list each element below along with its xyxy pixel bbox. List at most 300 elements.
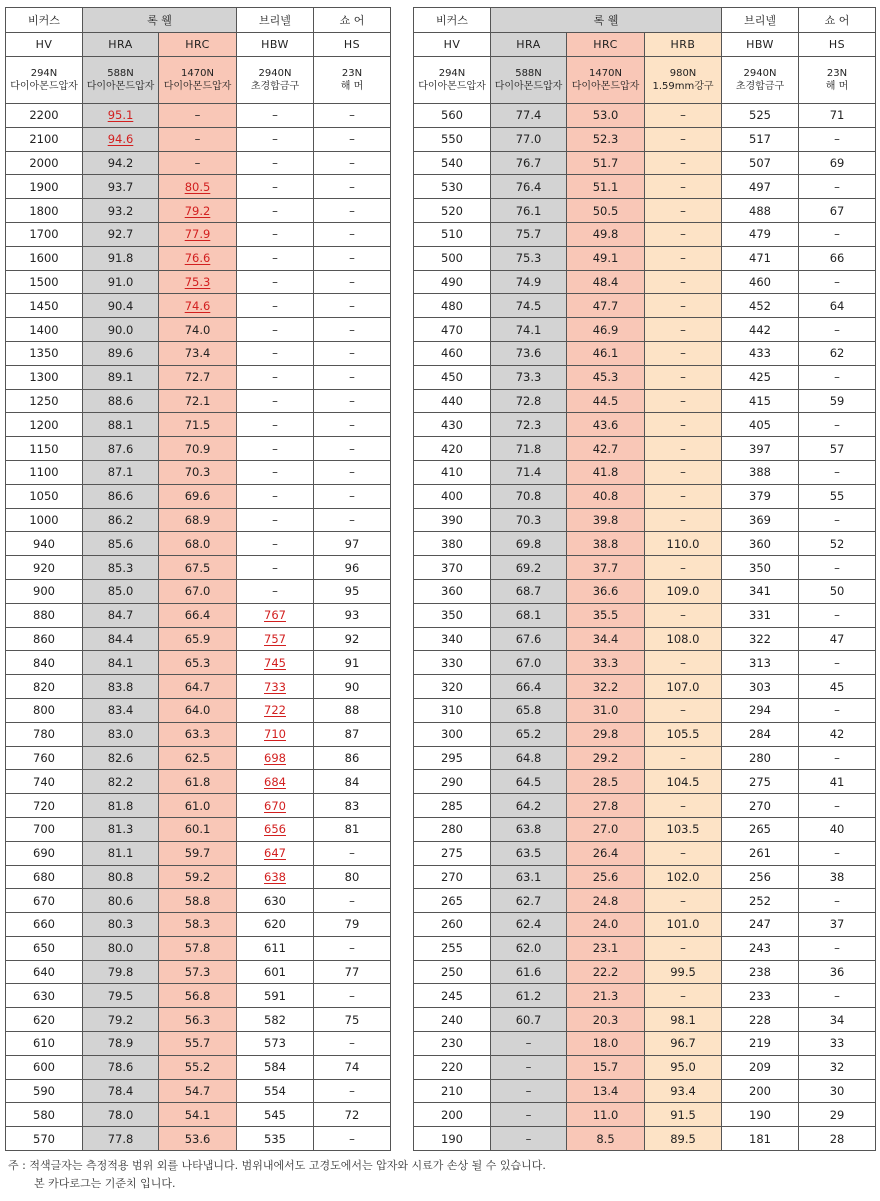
table-row: [414, 389, 876, 413]
table-cell: 560: [414, 104, 491, 128]
table-cell: 760: [6, 746, 83, 770]
table-cell: 69.6: [159, 484, 237, 508]
table-row: [414, 1103, 876, 1127]
table-cell: –: [799, 318, 876, 342]
table-cell: 520: [414, 199, 491, 223]
footnote-line-1: 주 : 적색글자는 측정적용 범위 외를 나타냅니다. 범위내에서도 고경도에서는 압자와 시료가 손상 될 수 있습니다.: [8, 1159, 546, 1172]
table-cell: –: [645, 484, 722, 508]
table-cell: 440: [414, 389, 491, 413]
table-cell: 370: [414, 556, 491, 580]
table-cell: 757: [237, 627, 314, 651]
table-cell: –: [314, 984, 391, 1008]
table-cell: 74: [314, 1055, 391, 1079]
table-cell: 66.4: [159, 603, 237, 627]
table-row: [414, 913, 876, 937]
table-cell: –: [314, 889, 391, 913]
table-cell: 379: [722, 484, 799, 508]
table-cell: 27.0: [567, 817, 645, 841]
table-cell: 860: [6, 627, 83, 651]
table-cell: 554: [237, 1079, 314, 1103]
table-cell: 95: [314, 579, 391, 603]
table-cell: 733: [237, 675, 314, 699]
table-cell: –: [799, 413, 876, 437]
table-row: [414, 627, 876, 651]
table-row: [414, 1032, 876, 1056]
table-cell: 611: [237, 936, 314, 960]
table-cell: 59.7: [159, 841, 237, 865]
table-cell: 72.1: [159, 389, 237, 413]
table-cell: –: [314, 365, 391, 389]
table-cell: –: [237, 151, 314, 175]
table-cell: 102.0: [645, 865, 722, 889]
table-cell: –: [645, 889, 722, 913]
table-row: [6, 913, 391, 937]
table-cell: –: [645, 104, 722, 128]
table-cell: 415: [722, 389, 799, 413]
table-cell: 295: [414, 746, 491, 770]
table-cell: –: [237, 437, 314, 461]
table-row: [6, 770, 391, 794]
table-cell: –: [799, 746, 876, 770]
table-row: [6, 104, 391, 128]
table-cell: 710: [237, 722, 314, 746]
table-cell: 740: [6, 770, 83, 794]
scale-hs: HS: [314, 33, 391, 57]
table-cell: 1000: [6, 508, 83, 532]
table-cell: 77.0: [491, 127, 567, 151]
table-cell: 84: [314, 770, 391, 794]
table-cell: 78.0: [83, 1103, 159, 1127]
table-cell: 79.2: [83, 1008, 159, 1032]
table-cell: 261: [722, 841, 799, 865]
table-cell: 479: [722, 222, 799, 246]
table-cell: 93: [314, 603, 391, 627]
table-cell: 29: [799, 1103, 876, 1127]
table-cell: 425: [722, 365, 799, 389]
table-cell: 255: [414, 936, 491, 960]
scale-hrb: HRB: [645, 33, 722, 57]
table-cell: 72.8: [491, 389, 567, 413]
table-cell: 540: [414, 151, 491, 175]
table-cell: 450: [414, 365, 491, 389]
table-cell: –: [237, 104, 314, 128]
table-cell: –: [799, 222, 876, 246]
table-cell: 573: [237, 1032, 314, 1056]
table-cell: 209: [722, 1055, 799, 1079]
table-cell: 47: [799, 627, 876, 651]
table-cell: 25.6: [567, 865, 645, 889]
table-cell: 55.2: [159, 1055, 237, 1079]
table-cell: 75.3: [159, 270, 237, 294]
table-cell: 54.7: [159, 1079, 237, 1103]
table-cell: 488: [722, 199, 799, 223]
table-cell: 86.6: [83, 484, 159, 508]
table-cell: 77: [314, 960, 391, 984]
table-cell: 52.3: [567, 127, 645, 151]
table-cell: 410: [414, 460, 491, 484]
table-row: [6, 627, 391, 651]
table-cell: 64.8: [491, 746, 567, 770]
table-cell: 275: [414, 841, 491, 865]
table-cell: 96.7: [645, 1032, 722, 1056]
table-cell: 630: [6, 984, 83, 1008]
table-cell: –: [237, 222, 314, 246]
table-cell: 690: [6, 841, 83, 865]
table-cell: 580: [6, 1103, 83, 1127]
table-cell: 60.7: [491, 1008, 567, 1032]
scale-hbw: HBW: [722, 33, 799, 57]
table-cell: 82.2: [83, 770, 159, 794]
table-cell: –: [491, 1079, 567, 1103]
table-cell: 81: [314, 817, 391, 841]
table-cell: 238: [722, 960, 799, 984]
table-cell: –: [491, 1103, 567, 1127]
table-cell: 69: [799, 151, 876, 175]
table-cell: 369: [722, 508, 799, 532]
table-cell: 420: [414, 437, 491, 461]
table-row: [6, 698, 391, 722]
table-cell: 341: [722, 579, 799, 603]
table-cell: –: [159, 127, 237, 151]
table-cell: 2200: [6, 104, 83, 128]
table-row: [6, 460, 391, 484]
table-cell: 680: [6, 865, 83, 889]
table-cell: –: [314, 437, 391, 461]
table-cell: 91.8: [83, 246, 159, 270]
table-cell: 230: [414, 1032, 491, 1056]
table-cell: 87.6: [83, 437, 159, 461]
table-cell: 270: [414, 865, 491, 889]
table-cell: 81.1: [83, 841, 159, 865]
table-cell: –: [314, 484, 391, 508]
table-cell: 86.2: [83, 508, 159, 532]
table-cell: –: [237, 294, 314, 318]
right-hardness-table: [413, 7, 876, 1151]
table-cell: 90: [314, 675, 391, 699]
table-cell: 190: [722, 1103, 799, 1127]
table-row: [6, 889, 391, 913]
table-cell: 62.7: [491, 889, 567, 913]
table-cell: 67.6: [491, 627, 567, 651]
table-cell: 108.0: [645, 627, 722, 651]
table-row: [6, 389, 391, 413]
scale-hv: HV: [414, 33, 491, 57]
table-cell: 46.9: [567, 318, 645, 342]
table-cell: 43.6: [567, 413, 645, 437]
scale-hrc: HRC: [567, 33, 645, 57]
table-row: [414, 270, 876, 294]
table-cell: 1500: [6, 270, 83, 294]
table-cell: 480: [414, 294, 491, 318]
footnote-line-2: 본 카다로그는 기준치 입니다.: [34, 1177, 176, 1190]
table-row: [6, 532, 391, 556]
table-row: [6, 675, 391, 699]
table-row: [6, 1103, 391, 1127]
table-cell: 684: [237, 770, 314, 794]
table-cell: 240: [414, 1008, 491, 1032]
table-cell: 510: [414, 222, 491, 246]
table-cell: 63.3: [159, 722, 237, 746]
table-cell: –: [237, 484, 314, 508]
table-cell: 525: [722, 104, 799, 128]
table-row: [414, 532, 876, 556]
table-cell: 26.4: [567, 841, 645, 865]
table-cell: 85.3: [83, 556, 159, 580]
table-cell: –: [237, 199, 314, 223]
table-cell: –: [645, 175, 722, 199]
table-row: [6, 175, 391, 199]
table-cell: –: [645, 746, 722, 770]
table-cell: 1100: [6, 460, 83, 484]
table-row: [6, 603, 391, 627]
table-cell: 294: [722, 698, 799, 722]
table-cell: 68.7: [491, 579, 567, 603]
table-cell: 94.2: [83, 151, 159, 175]
table-row: [414, 579, 876, 603]
table-cell: 33: [799, 1032, 876, 1056]
table-cell: 81.3: [83, 817, 159, 841]
table-row: [6, 1127, 391, 1151]
table-cell: 2100: [6, 127, 83, 151]
table-cell: 320: [414, 675, 491, 699]
table-cell: 71.4: [491, 460, 567, 484]
table-cell: 74.9: [491, 270, 567, 294]
table-cell: 56.3: [159, 1008, 237, 1032]
table-cell: 75.7: [491, 222, 567, 246]
table-cell: –: [645, 270, 722, 294]
table-cell: 87: [314, 722, 391, 746]
table-cell: 670: [237, 794, 314, 818]
table-cell: 21.3: [567, 984, 645, 1008]
table-row: [414, 675, 876, 699]
table-row: [6, 841, 391, 865]
table-cell: 95.1: [83, 104, 159, 128]
table-cell: 44.5: [567, 389, 645, 413]
table-cell: –: [645, 984, 722, 1008]
table-cell: –: [645, 508, 722, 532]
table-cell: 103.5: [645, 817, 722, 841]
table-cell: 517: [722, 127, 799, 151]
table-cell: 98.1: [645, 1008, 722, 1032]
table-row: [6, 222, 391, 246]
table-cell: 88: [314, 698, 391, 722]
table-cell: 1900: [6, 175, 83, 199]
header-brinell: 브리넬: [722, 8, 799, 33]
table-cell: 1250: [6, 389, 83, 413]
table-cell: 400: [414, 484, 491, 508]
table-cell: 30: [799, 1079, 876, 1103]
table-cell: –: [799, 175, 876, 199]
header-brinell: 브리넬: [237, 8, 314, 33]
table-cell: 1800: [6, 199, 83, 223]
table-row: [414, 175, 876, 199]
table-cell: 233: [722, 984, 799, 1008]
table-row: [6, 341, 391, 365]
table-cell: 452: [722, 294, 799, 318]
table-cell: 228: [722, 1008, 799, 1032]
table-cell: 74.6: [159, 294, 237, 318]
table-cell: –: [645, 318, 722, 342]
table-cell: 745: [237, 651, 314, 675]
table-cell: –: [645, 365, 722, 389]
table-cell: 700: [6, 817, 83, 841]
table-cell: –: [645, 603, 722, 627]
table-cell: –: [645, 127, 722, 151]
table-cell: 56.8: [159, 984, 237, 1008]
table-cell: –: [237, 460, 314, 484]
table-row: [6, 579, 391, 603]
table-cell: –: [314, 460, 391, 484]
table-cell: 64: [799, 294, 876, 318]
table-cell: –: [314, 318, 391, 342]
header-shore: 쇼 어: [314, 8, 391, 33]
table-cell: 1700: [6, 222, 83, 246]
table-cell: 471: [722, 246, 799, 270]
table-cell: 340: [414, 627, 491, 651]
table-cell: 62.4: [491, 913, 567, 937]
table-cell: 430: [414, 413, 491, 437]
load-hbw: 2940N 초경합금구: [722, 57, 799, 104]
table-cell: 570: [6, 1127, 83, 1151]
table-cell: –: [314, 341, 391, 365]
table-row: [6, 556, 391, 580]
table-cell: 80.0: [83, 936, 159, 960]
table-cell: 820: [6, 675, 83, 699]
table-row: [6, 199, 391, 223]
table-cell: 550: [414, 127, 491, 151]
table-row: [414, 1127, 876, 1151]
table-cell: 63.1: [491, 865, 567, 889]
table-row: [414, 104, 876, 128]
scale-hra: HRA: [491, 33, 567, 57]
table-cell: –: [799, 651, 876, 675]
table-cell: 460: [722, 270, 799, 294]
table-cell: –: [314, 508, 391, 532]
table-row: [6, 1079, 391, 1103]
table-cell: 507: [722, 151, 799, 175]
table-cell: 40: [799, 817, 876, 841]
table-row: [414, 318, 876, 342]
table-cell: 280: [414, 817, 491, 841]
table-row: [414, 556, 876, 580]
table-cell: –: [314, 294, 391, 318]
table-cell: –: [645, 651, 722, 675]
table-cell: 313: [722, 651, 799, 675]
table-cell: 630: [237, 889, 314, 913]
table-cell: –: [645, 794, 722, 818]
table-cell: –: [799, 698, 876, 722]
table-cell: 84.7: [83, 603, 159, 627]
table-cell: 656: [237, 817, 314, 841]
table-cell: 91.5: [645, 1103, 722, 1127]
table-cell: 698: [237, 746, 314, 770]
table-cell: 58.3: [159, 913, 237, 937]
table-cell: 300: [414, 722, 491, 746]
table-cell: 397: [722, 437, 799, 461]
table-cell: 71.5: [159, 413, 237, 437]
table-cell: 99.5: [645, 960, 722, 984]
table-cell: 107.0: [645, 675, 722, 699]
table-cell: 69.2: [491, 556, 567, 580]
table-cell: 72.7: [159, 365, 237, 389]
table-cell: –: [645, 460, 722, 484]
table-cell: 600: [6, 1055, 83, 1079]
table-cell: 200: [722, 1079, 799, 1103]
table-row: [414, 1055, 876, 1079]
header-shore: 쇼 어: [799, 8, 876, 33]
table-cell: –: [799, 936, 876, 960]
table-cell: 38: [799, 865, 876, 889]
table-cell: 70.9: [159, 437, 237, 461]
table-cell: 284: [722, 722, 799, 746]
table-cell: –: [799, 127, 876, 151]
table-cell: 63.8: [491, 817, 567, 841]
table-row: [414, 936, 876, 960]
table-cell: 64.7: [159, 675, 237, 699]
table-cell: 50.5: [567, 199, 645, 223]
table-cell: 24.8: [567, 889, 645, 913]
table-cell: 72: [314, 1103, 391, 1127]
table-cell: –: [645, 413, 722, 437]
table-cell: 29.8: [567, 722, 645, 746]
table-cell: –: [314, 246, 391, 270]
table-cell: 28: [799, 1127, 876, 1151]
table-cell: 275: [722, 770, 799, 794]
load-hrc: 1470N 다이아몬드압자: [567, 57, 645, 104]
table-cell: 75.3: [491, 246, 567, 270]
table-cell: 36.6: [567, 579, 645, 603]
table-cell: 68.0: [159, 532, 237, 556]
table-cell: 13.4: [567, 1079, 645, 1103]
table-cell: 720: [6, 794, 83, 818]
load-hra: 588N 다이아몬드압자: [83, 57, 159, 104]
table-cell: 97: [314, 532, 391, 556]
table-cell: 58.8: [159, 889, 237, 913]
table-cell: 433: [722, 341, 799, 365]
table-cell: –: [491, 1127, 567, 1151]
table-cell: 90.0: [83, 318, 159, 342]
table-cell: 73.3: [491, 365, 567, 389]
table-cell: 70.3: [491, 508, 567, 532]
table-cell: –: [314, 104, 391, 128]
table-cell: –: [314, 841, 391, 865]
table-row: [414, 1079, 876, 1103]
table-cell: 62.0: [491, 936, 567, 960]
table-cell: 767: [237, 603, 314, 627]
table-row: [414, 865, 876, 889]
table-cell: 601: [237, 960, 314, 984]
table-cell: 66.4: [491, 675, 567, 699]
table-cell: 86: [314, 746, 391, 770]
table-row: [6, 151, 391, 175]
table-cell: 800: [6, 698, 83, 722]
table-cell: 591: [237, 984, 314, 1008]
table-cell: 65.3: [159, 651, 237, 675]
table-cell: –: [645, 199, 722, 223]
table-cell: 1400: [6, 318, 83, 342]
table-row: [414, 651, 876, 675]
table-cell: –: [799, 984, 876, 1008]
table-row: [414, 746, 876, 770]
table-row: [6, 508, 391, 532]
table-cell: 96: [314, 556, 391, 580]
table-row: [414, 460, 876, 484]
table-cell: –: [491, 1055, 567, 1079]
table-cell: 61.6: [491, 960, 567, 984]
table-cell: 900: [6, 579, 83, 603]
table-cell: –: [314, 413, 391, 437]
scale-hrc: HRC: [159, 33, 237, 57]
